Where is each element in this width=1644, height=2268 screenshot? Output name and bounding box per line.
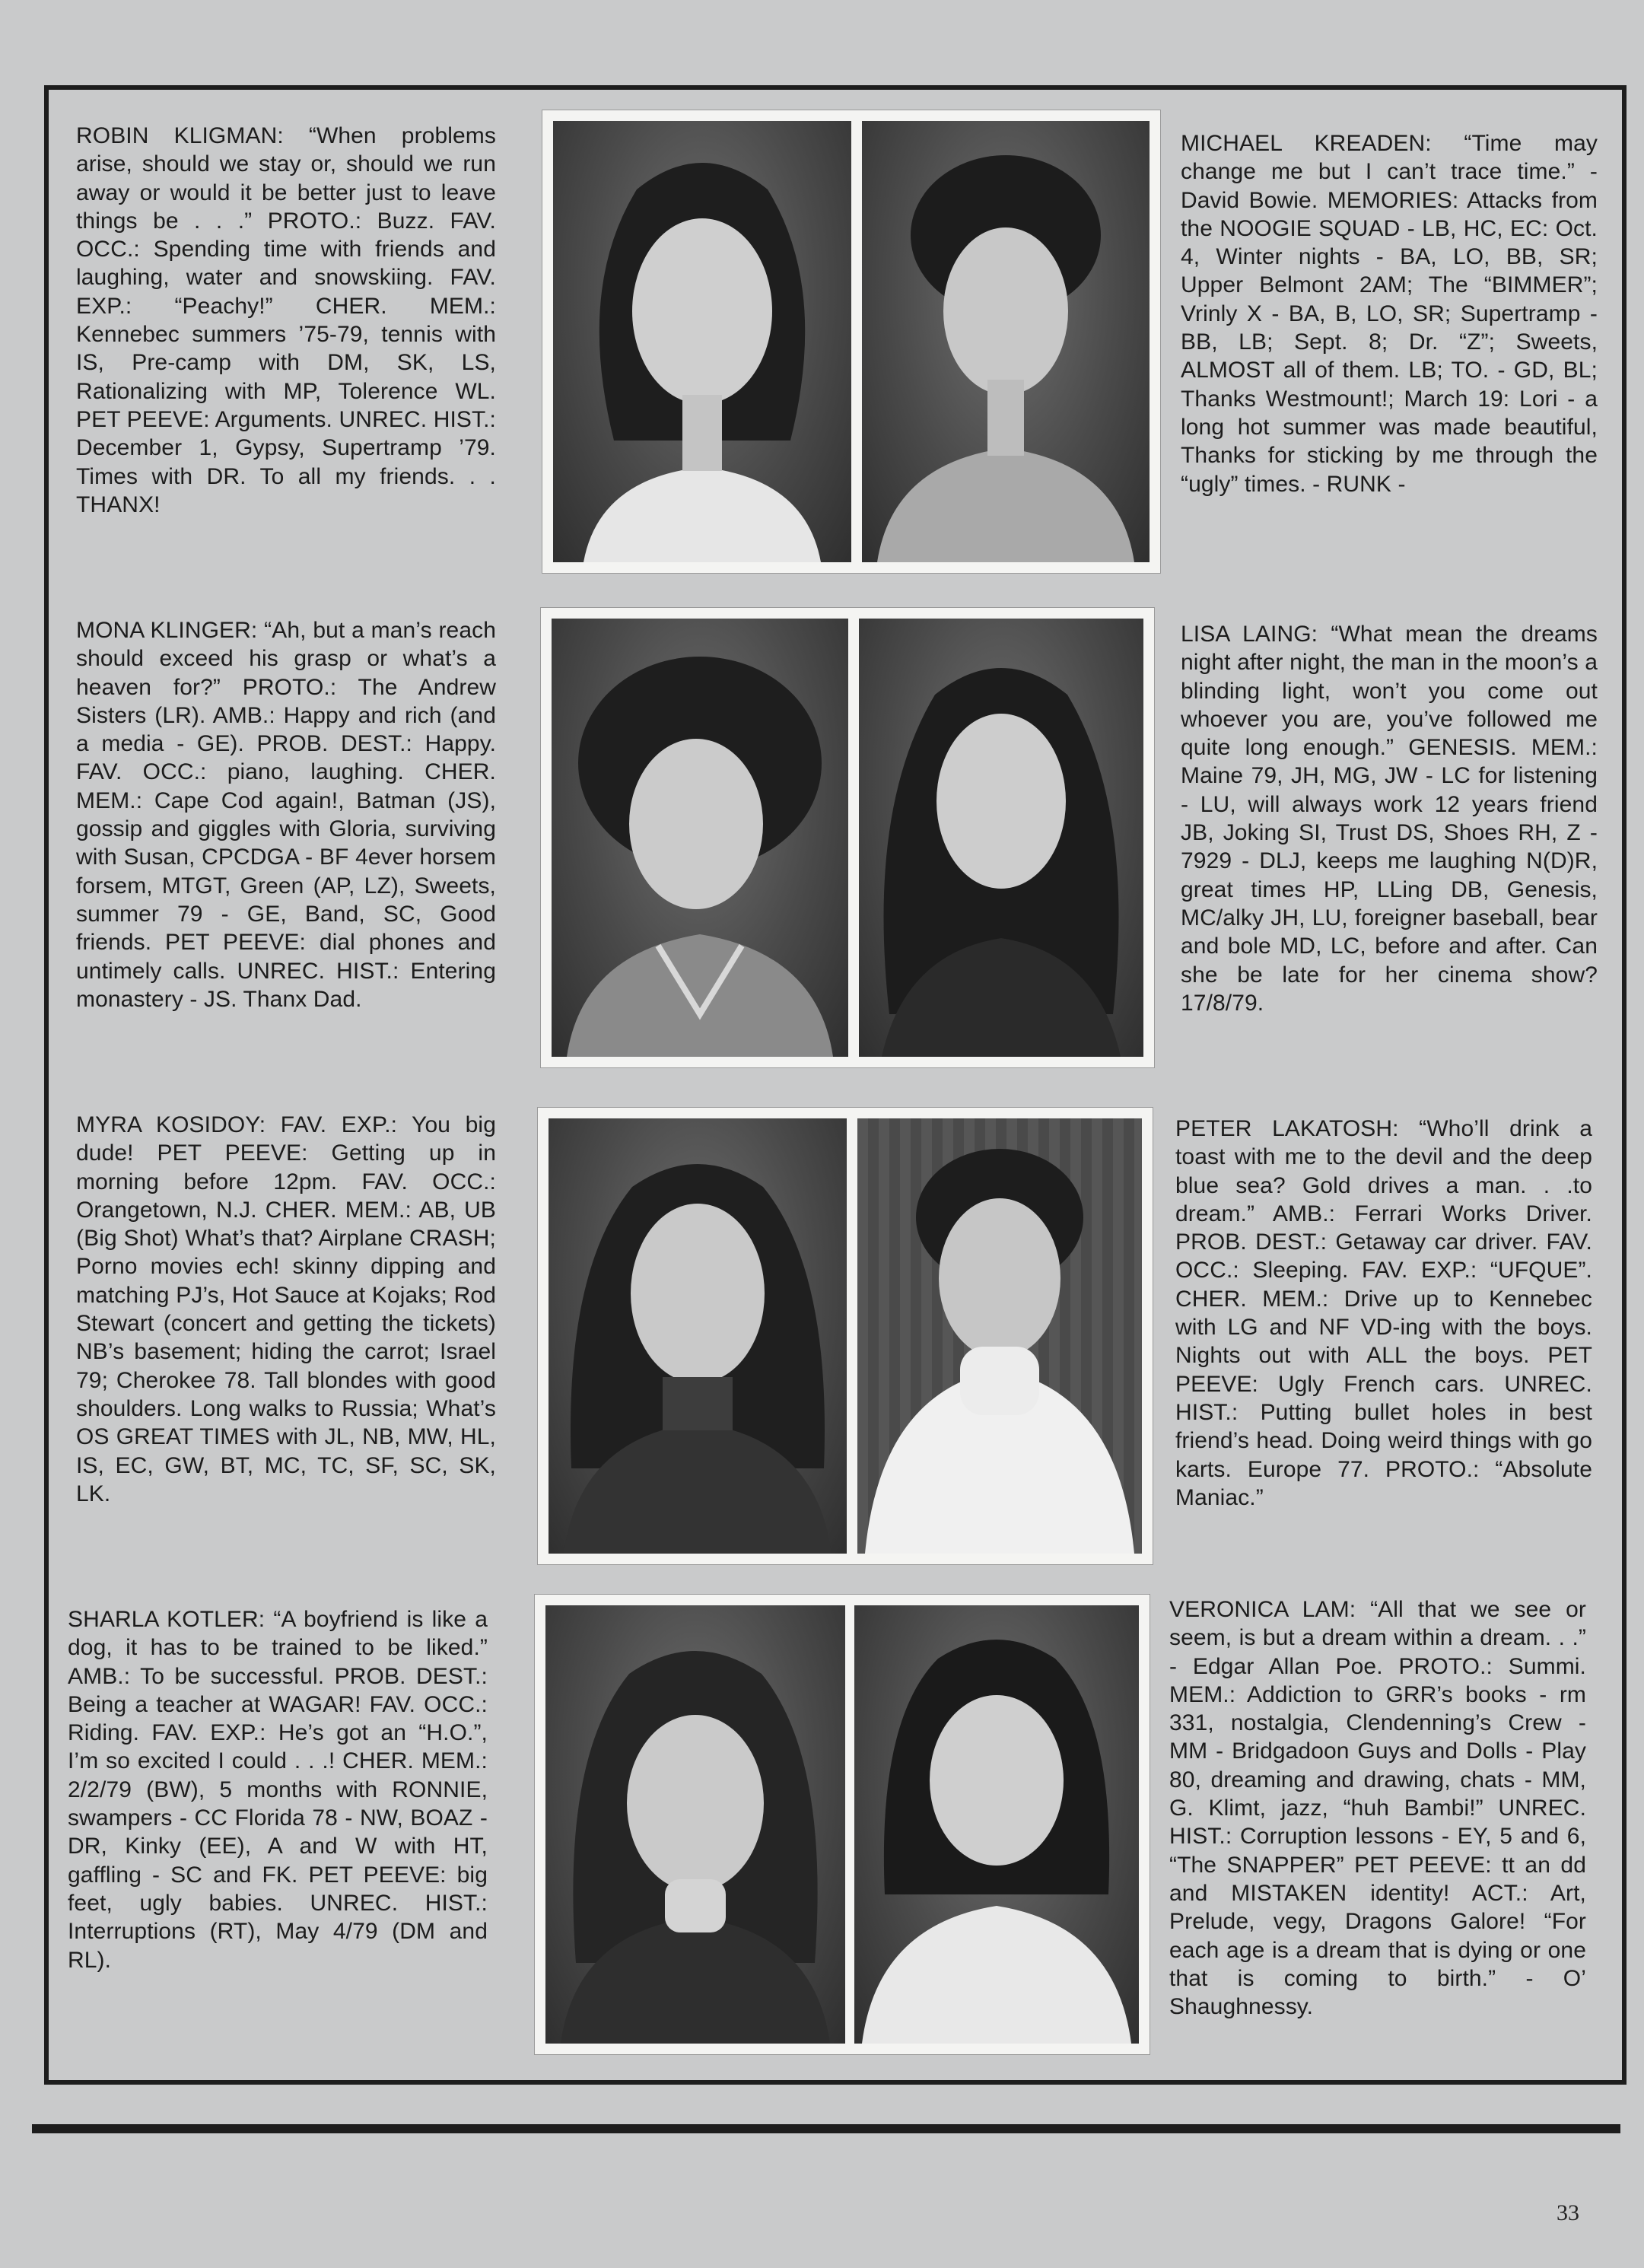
portrait-lisa-laing xyxy=(859,619,1143,1057)
bottom-rule xyxy=(32,2124,1620,2133)
bio-michael-kreaden: MICHAEL KREADEN: “Time may change me but I can’t trace time.” - David Bowie. MEMORIES: Attacks from the NOOGIE SQUAD - LB, HC, EC: Oct. 4, Winter nights - BA, LO, BB, SR; Upper Belmont 2AM; The “BIMMER”; Vrinly X - BA, B, LO, SR; Supertramp - BB, LB; Sept. 8; Dr. “Z”; Sweets, ALMOST all of them. LB; TO. - GD, BL; Thanks Westmount!; March 19: Lori - a long hot summer was made beautiful, Thanks for sticking by me through the “ugly” times. - RUNK - xyxy=(1181,131,1598,497)
bio-myra-kosidoy: MYRA KOSIDOY: FAV. EXP.: You big dude! PET PEEVE: Getting up in morning before 12pm. FAV. OCC.: Orangetown, N.J. CHER. MEM.: AB, UB (Big Shot) What’s that? Airplane CRASH; Porno movies ech! skinny dipping and matching PJ’s, Hot Sauce at Kojaks; Rod Stewart (concert and getting the tickets) NB’s basement; hiding the carrot; Israel 79; Cherokee 78. Tall blondes with good shoulders. Long walks to Russia; What’s OS GREAT TIMES with JL, NB, MW, HL, IS, EC, GW, BT, MC, TC, SF, SC, SK, LK. xyxy=(76,1112,496,1506)
portrait-robin-kligman xyxy=(553,121,851,562)
portrait-myra-kosidoy xyxy=(549,1118,847,1554)
portrait-michael-kreaden xyxy=(862,121,1150,562)
bio-peter-lakatosh: PETER LAKATOSH: “Who’ll drink a toast with me to the devil and the deep blue sea? Gold drives a man. . .to dream.” AMB.: Ferrari Works Driver. PROB. DEST.: Getaway car driver. FAV. OCC.: Sleeping. FAV. EXP.: “UFQUE”. CHER. MEM.: Drive up to Kennebec with LG and NF VD-ing with the boys. Nights out with ALL the boys. PET PEEVE: Ugly French cars. UNREC. HIST.: Putting bullet holes in best friend’s head. Doing weird things with go karts. Europe 77. PROTO.: “Absolute Maniac.” xyxy=(1175,1116,1592,1510)
photo-pair-row-1 xyxy=(542,110,1160,573)
bio-robin-kligman: ROBIN KLIGMAN: “When problems arise, should we stay or, should we run away or would it be better just to leave things be . . .” PROTO.: Buzz. FAV. OCC.: Spending time with friends and laughing, water and snowskiing. FAV. EXP.: “Peachy!” CHER. MEM.: Kennebec summers ’75-79, tennis with IS, Pre-camp with DM, SK, LS, Rationalizing with MP, Tolerence WL. PET PEEVE: Arguments. UNREC. HIST.: December 1, Gypsy, Supertramp ’79. Times with DR. To all my friends. . . THANX! xyxy=(76,123,496,517)
photo-pair-row-4 xyxy=(535,1595,1150,2054)
page-number: 33 xyxy=(1557,2200,1579,2225)
portrait-mona-klinger xyxy=(552,619,848,1057)
photo-pair-row-2 xyxy=(541,608,1154,1067)
portrait-sharla-kotler xyxy=(545,1605,845,2044)
portrait-veronica-lam xyxy=(854,1605,1139,2044)
bio-veronica-lam: VERONICA LAM: “All that we see or seem, is but a dream within a dream. . .” - Edgar Allan Poe. PROTO.: Summi. MEM.: Addiction to GRR’s books - rm 331, nostalgia, Clendenning’s Crew - MM - Bridgadoon Guys and Dolls - Play 80, dreaming and drawing, chats - MM, G. Klimt, jazz, “huh Bambi!” UNREC. HIST.: Corruption lessons - EY, 5 and 6, “The SNAPPER” PET PEEVE: tt an dd and MISTAKEN identity! ACT.: Art, Prelude, vegy, Dragons Galore! “For each age is a dream that is dying or one that is coming to birth.” - O’ Shaughnessy. xyxy=(1169,1597,1586,2020)
bio-mona-klinger: MONA KLINGER: “Ah, but a man’s reach should exceed his grasp or what’s a heaven for?” PROTO.: The Andrew Sisters (LR). AMB.: Happy and rich (and a media - GE). PROB. DEST.: Happy. FAV. OCC.: piano, laughing. CHER. MEM.: Cape Cod again!, Batman (JS), gossip and giggles with Gloria, surviving with Susan, CPCDGA - BF 4ever horsem forsem, MTGT, Green (AP, LZ), Sweets, summer 79 - GE, Band, SC, Good friends. PET PEEVE: dial phones and untimely calls. UNREC. HIST.: Entering monastery - JS. Thanx Dad. xyxy=(76,618,496,1012)
bio-sharla-kotler: SHARLA KOTLER: “A boyfriend is like a dog, it has to be trained to be liked.” AMB.: To be successful. PROB. DEST.: Being a teacher at WAGAR! FAV. OCC.: Riding. FAV. EXP.: He’s got an “H.O.”, I’m so excited I could . . .! CHER. MEM.: 2/2/79 (BW), 5 months with RONNIE, swampers - CC Florida 78 - NW, BOAZ - DR, Kinky (EE), A and W with HT, gaffling - SC and FK. PET PEEVE: big feet, ugly babies. UNREC. HIST.: Interruptions (RT), May 4/79 (DM and RL). xyxy=(68,1607,488,1973)
bio-lisa-laing: LISA LAING: “What mean the dreams night after night, the man in the moon’s a blinding light, won’t you come out whoever you are, you’ve followed me quite long enough.” GENESIS. MEM.: Maine 79, JH, MG, JW - LC for listening - LU, will always work 12 years friend JB, Joking SI, Trust DS, Shoes RH, Z - 7929 - DLJ, keeps me laughing N(D)R, great times HP, LLing DB, Genesis, MC/alky JH, LU, foreigner baseball, bear and bole MD, LC, before and after. Can she be late for her cinema show? 17/8/79. xyxy=(1181,622,1598,1016)
portrait-peter-lakatosh xyxy=(857,1118,1142,1554)
photo-pair-row-3 xyxy=(538,1108,1153,1564)
